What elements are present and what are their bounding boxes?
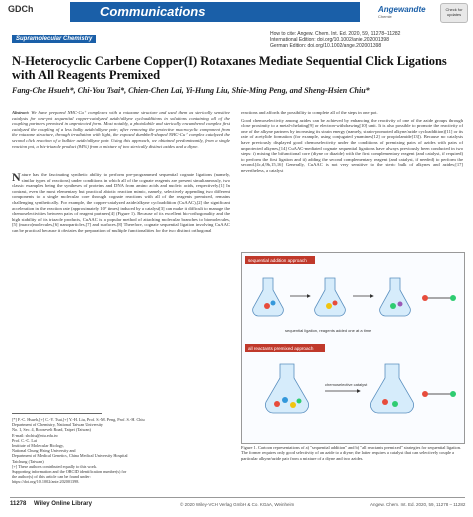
check-updates-label: Check for updates <box>445 7 463 17</box>
flask-icon <box>253 278 284 316</box>
affiliation-line: Department of Chemistry, National Taiwan University <box>12 422 103 428</box>
affiliation-line: the author(s) of this article can be found under: <box>12 474 91 480</box>
figure-1-illustration <box>245 256 459 439</box>
product-molecule-icon <box>422 391 456 397</box>
affiliation-line: Institute of Molecular Biology, <box>12 443 64 449</box>
panel-d-label: chemoselective catalyst <box>325 382 368 387</box>
citation-line: How to cite: Angew. Chem. Int. Ed. 2020, 59, 11278–11282 <box>270 31 401 37</box>
body-text-right <box>241 110 463 250</box>
panel-a-label: sequential addition approach <box>248 258 307 263</box>
abstract-label: Abstract: <box>12 110 30 115</box>
citation-line[interactable]: German Edition: doi.org/10.1002/ange.202001398 <box>270 43 382 49</box>
citation-line[interactable]: International Edition: doi.org/10.1002/anie.202001398 <box>270 37 389 43</box>
journal-logo: Angewandte <box>378 5 426 14</box>
flask-icon <box>315 278 346 316</box>
affiliation-line: Prof. C.-C. Lai <box>12 437 38 443</box>
body-paragraph: Good chemoselectivity among azides can be achieved by enhancing the reactivity of one of the azide groups through close proximity to a metal-chelating[9] or electron-withdrawing[10] unit. It is also possible to promote the reactivity of one of the alkyne partners by increasing its strain energy (namely, strain-promoted alkyne/azide cycloaddition)[11] or its rate of acetylide formation (for example, using conjugated ynamines[12] or propiolamide[13]). Because no catalysts have previously displayed good chemoselectivity under the conditions of premixing pairs of azides with pairs of unprotected alkynes,[14] CuAAC-mediated cognate sequential ligations have always previously been conducted in two steps: i) mixing the bifunctional core (diyne or diazide) with the first complementary reagent (and catalyst, if required) to perform the first ligation and ii) adding the second complementary reagent (and catalyst, if needed) to perform the second.[4c,d,9b,15,16] Generally, CuAAC is not very sensitive to the steric bulk of alkynes and azides;[17] nevertheless, a catalyst <box>241 117 463 173</box>
affiliations <box>12 417 230 492</box>
panel-c-label: all reactants premixed approach <box>248 346 314 351</box>
affiliation-line: National Chung Hsing University and <box>12 448 76 454</box>
section-title: Communications <box>100 4 206 19</box>
affiliation-line: [*] F.-C. Hsueh,[+] C.-Y. Tsai,[+] Y.-H. Liu, Prof. S.-M. Peng, Prof. S.-H. Chiu <box>12 417 145 422</box>
publisher-logo: GDCh <box>8 4 34 14</box>
flask-icon <box>265 364 308 413</box>
author-list: Fang-Che Hsueh*, Chi-You Tsai*, Chien-Chen Lai, Yi-Hung Liu, Shie-Ming Peng, and Sheng-Hsien Chiu* <box>12 86 370 95</box>
affiliation-line: No. 1, Sec. 4, Roosevelt Road, Taipei (Taiwan) <box>12 427 91 433</box>
footnote-divider <box>12 413 102 414</box>
abstract <box>12 110 230 168</box>
wiley-online-library-link[interactable]: Wiley Online Library <box>34 501 92 507</box>
flask-icon <box>370 364 413 413</box>
supporting-info-link[interactable]: https://doi.org/10.1002/anie.202001398. <box>12 479 80 485</box>
panel-b-label: sequential ligation, reagents added one at a time <box>285 328 372 333</box>
affiliation-email[interactable]: E-mail: shchiu@ntu.edu.tw <box>12 432 59 438</box>
affiliation-line: [+] These authors contributed equally to this work. <box>12 463 98 469</box>
page-number: 11278 <box>10 501 27 507</box>
article-title: N-Heterocyclic Carbene Copper(I) Rotaxanes Mediate Sequential Click Ligations with All Reagents Premixed <box>12 54 447 82</box>
affiliation-line: Taichung (Taiwan) <box>12 458 44 464</box>
flask-icon <box>380 278 411 316</box>
figure-caption: Figure 1. Cartoon representations of a) "sequential addition" and b) "all reactants premixed" strategies for sequential ligation. The former requires only good selectivity of an azide to a diyne; the latter requires a catalyst that can selectively couple a particular alkyne/azide pair from a mixture of a diyne and two azides. <box>241 445 462 461</box>
body-paragraph: reactions and affords the possibility to complete all of the steps in one pot. <box>241 110 378 115</box>
citation-block <box>270 31 465 49</box>
journal-logo-sub: Chemie <box>378 14 392 19</box>
journal-reference: Angew. Chem. Int. Ed. 2020, 59, 11278 – 11282 <box>370 502 466 507</box>
footer-divider <box>10 497 465 498</box>
affiliation-line: Supporting information and the ORCID identification number(s) for <box>12 469 127 475</box>
article-category: Supramolecular Chemistry <box>12 35 96 43</box>
drop-cap: N <box>12 172 21 184</box>
product-molecule-icon <box>422 295 456 301</box>
body-paragraph: ature has the fascinating synthetic ability to perform pre-programmed sequential cognate ligations (namely, similar types of reactions) under conditions in which all of the cognate reagents are present simultaneously, two classic examples being the syntheses of proteins and DNA from amino acids and nucleic acids, respectively.[1] In contrast, even the most elementary but practical abiotic reaction mimic, namely, selectively appending two different components to a single molecular core through cognate reactions with all of the reagents premixed, remains challenging synthetically. For example, the copper-catalyzed azide/alkyne cycloaddition (CuAAC),[2] the significant acceleration in the reaction rate (approximately 10⁷ times) induced by a catalyst[3] can make it difficult to manage the chemoselectivities between pairs of reagent partners[4] (Figure 1). Because of its excellent bio-orthogonality and the high stability of its triazole products, CuAAC is a popular method of attaching molecular branches to biomolecules,[5] (macro)molecules,[6] nanoparticles,[7] and surfaces.[8] Therefore, cognate sequential ligation involving CuAAC can be practical because it obviates the preparation of multiple functionalities for the two distinct orthogonal <box>12 172 230 233</box>
affiliation-line: Department of Medical Genetics, China Medical University Hospital <box>12 453 128 459</box>
copyright: © 2020 Wiley-VCH Verlag GmbH & Co. KGaA, Weinheim <box>180 502 295 507</box>
body-text-left <box>12 172 230 412</box>
abstract-text: We have prepared NHC-Cu⁺ complexes with a rotaxane structure and used them as sterically sensitive catalysts for one-pot sequential copper-catalyzed azide/alkyne cycloadditions in solutions containing all of the coupling partners premixed in unprotected form. Most notably, a photolabile and sterically encumbered complex first catalyzed the coupling of a less bulky azide/alkyne pair; after removing the protective macrocyclic component from the rotaxane structure, through irradiation with light, the exposed dumbbell-shaped NHC-Cu⁺ complex catalyzed the second click reaction of a bulkier azide/alkyne pair. Using this approach, we obtained predominantly, from a single reaction pot, a bis-triazole product (84%) from a mixture of two sterically distinct azides and a diyne. <box>12 110 230 149</box>
